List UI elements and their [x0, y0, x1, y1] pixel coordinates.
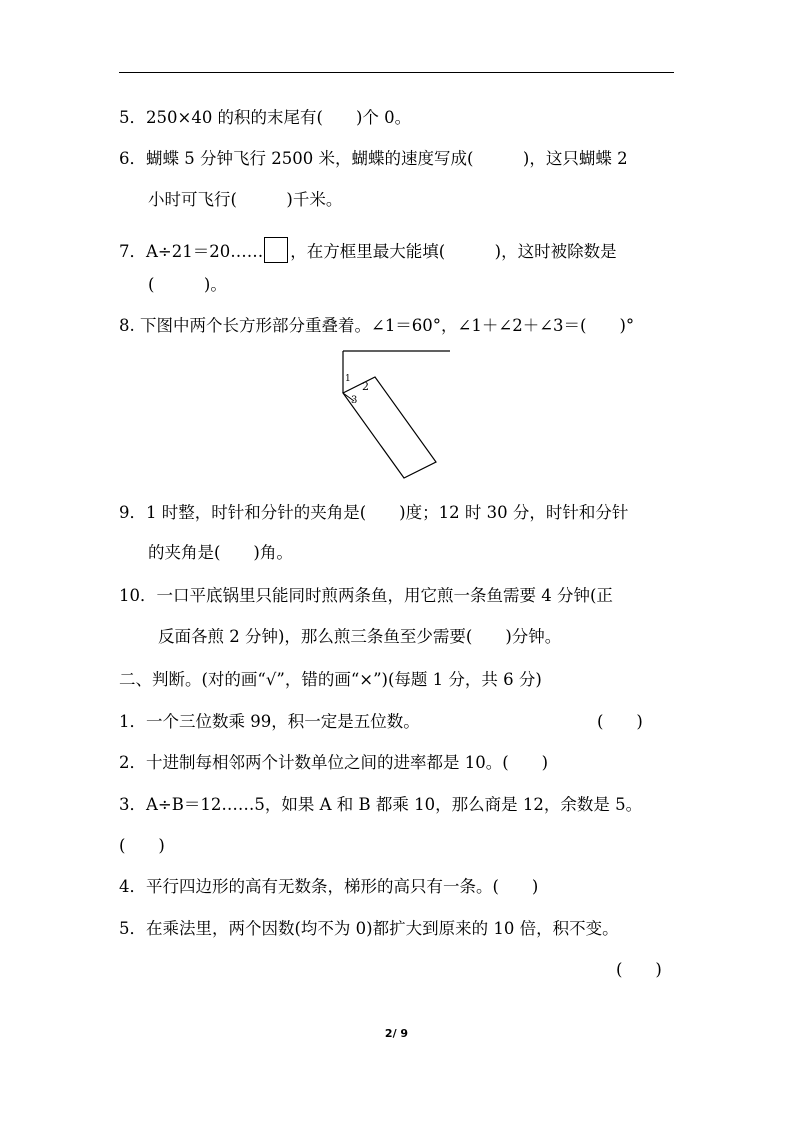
page-number: 2/ 9: [384, 1027, 409, 1040]
judge-4: 4．平行四边形的高有无数条，梯形的高只有一条。( ): [119, 877, 539, 896]
question-6-line-1: 6．蝴蝶 5 分钟飞行 2500 米，蝴蝶的速度写成( )，这只蝴蝶 2: [119, 149, 628, 168]
question-5: 5．250×40 的积的末尾有( )个 0。: [119, 108, 412, 127]
question-6-line-2: 小时可飞行( )千米。: [148, 190, 343, 209]
tilted-rectangle: [343, 377, 436, 478]
judge-1: 1．一个三位数乘 99，积一定是五位数。: [119, 712, 420, 731]
angle-2-label: 2: [362, 380, 369, 393]
question-7-line-2: ( )。: [148, 275, 227, 294]
header-rule: [119, 72, 674, 73]
question-8: 8. 下图中两个长方形部分重叠着。∠1＝60°，∠1＋∠2＋∠3＝( )°: [119, 316, 635, 335]
judge-5: 5．在乘法里，两个因数(均不为 0)都扩大到原来的 10 倍，积不变。: [119, 919, 619, 938]
overlapping-rectangles-figure: [330, 345, 460, 485]
angle-3-label: 3: [351, 395, 358, 406]
angle-1-label: 1: [345, 374, 351, 384]
question-10-line-2: 反面各煎 2 分钟)，那么煎三条鱼至少需要( )分钟。: [158, 627, 562, 646]
judge-3-answer-paren: ( ): [119, 836, 165, 855]
judge-1-answer-paren: ( ): [597, 712, 643, 731]
question-10-line-1: 10．一口平底锅里只能同时煎两条鱼，用它煎一条鱼需要 4 分钟(正: [119, 586, 613, 605]
judge-3: 3．A÷B＝12……5，如果 A 和 B 都乘 10，那么商是 12，余数是 5。: [119, 795, 643, 814]
question-9-line-2: 的夹角是( )角。: [148, 543, 293, 562]
judge-5-answer-paren: ( ): [616, 960, 662, 979]
judge-2: 2．十进制每相邻两个计数单位之间的进率都是 10。( ): [119, 753, 549, 772]
question-7-suffix: ，在方框里最大能填( )，这时被除数是: [290, 242, 617, 261]
question-7-prefix: 7．A÷21＝20……: [119, 242, 264, 261]
section-2-heading: 二、判断。(对的画“√”，错的画“×”)(每题 1 分，共 6 分): [119, 670, 542, 689]
question-9-line-1: 9．1 时整，时针和分针的夹角是( )度；12 时 30 分，时针和分针: [119, 503, 629, 522]
question-7-line-1: [119, 237, 617, 263]
answer-box: [264, 237, 288, 263]
